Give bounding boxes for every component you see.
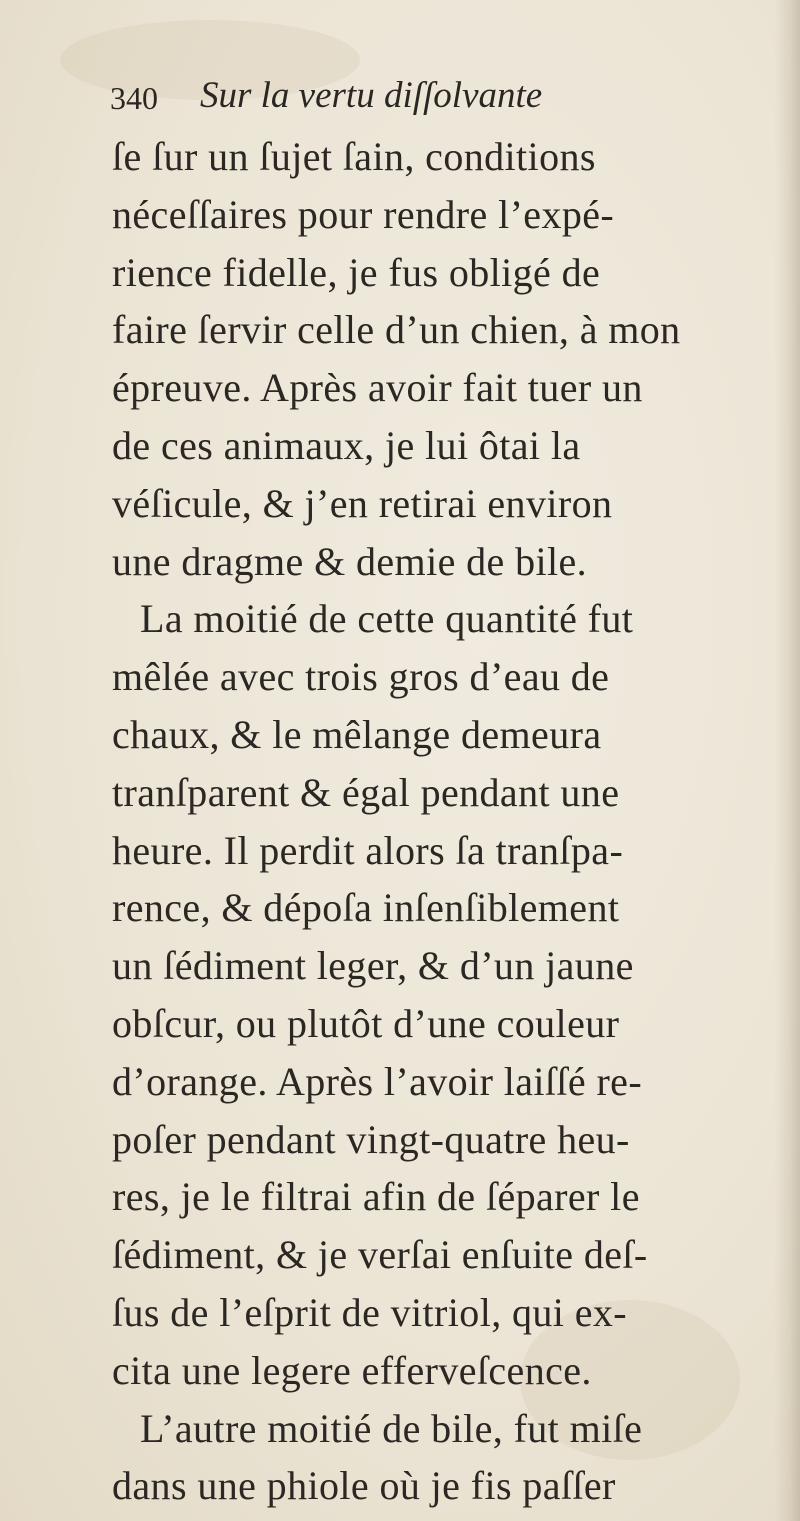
text-line: véſicule, & j’en retirai environ	[112, 480, 613, 526]
text-line: de ces animaux, je lui ôtai la	[112, 422, 581, 468]
text-line: obſcur, ou plutôt d’une couleur	[112, 1000, 620, 1046]
text-line: chaux, & le mêlange demeura	[112, 711, 602, 757]
text-line: ſus de l’eſprit de vitriol, qui ex-	[112, 1289, 627, 1335]
text-line: poſer pendant vingt-quatre heu-	[112, 1116, 630, 1162]
text-line: une dragme & demie de bile.	[112, 538, 588, 584]
text-line: cita une legere efferveſcence.	[112, 1347, 592, 1393]
text-line: d’orange. Après l’avoir laiſſé re-	[112, 1058, 643, 1104]
text-line: néceſſaires pour rendre l’expé-	[112, 191, 615, 237]
text-line: ſe ſur un ſujet ſain, conditions	[112, 134, 596, 179]
text-line: dans une phiole où je fis paſſer	[112, 1463, 616, 1509]
text-line: rence, & dépoſa inſenſiblement	[112, 885, 620, 931]
text-line: tranſparent & égal pendant une	[112, 769, 620, 815]
text-line: rience fidelle, je fus obligé de	[112, 249, 601, 295]
body-text	[112, 128, 792, 1515]
text-line: L’autre moitié de bile, fut miſe	[140, 1405, 643, 1451]
text-line: heure. Il perdit alors ſa tranſpa-	[112, 827, 624, 873]
text-line: ſédiment, & je verſai enſuite deſ-	[112, 1232, 648, 1278]
text-line: res, je le filtrai afin de ſéparer le	[112, 1174, 640, 1220]
running-head: Sur la vertu diſſolvante	[200, 75, 543, 116]
text-line: mêlée avec trois gros d’eau de	[112, 654, 610, 700]
page-header	[110, 70, 710, 130]
text-line: La moitié de cette quantité fut	[140, 596, 634, 642]
text-line: faire ſervir celle d’un chien, à mon	[112, 307, 681, 353]
text-line: un ſédiment leger, & d’un jaune	[112, 943, 634, 989]
text-line: épreuve. Après avoir fait tuer un	[112, 365, 643, 411]
page-number: 340	[110, 80, 158, 116]
